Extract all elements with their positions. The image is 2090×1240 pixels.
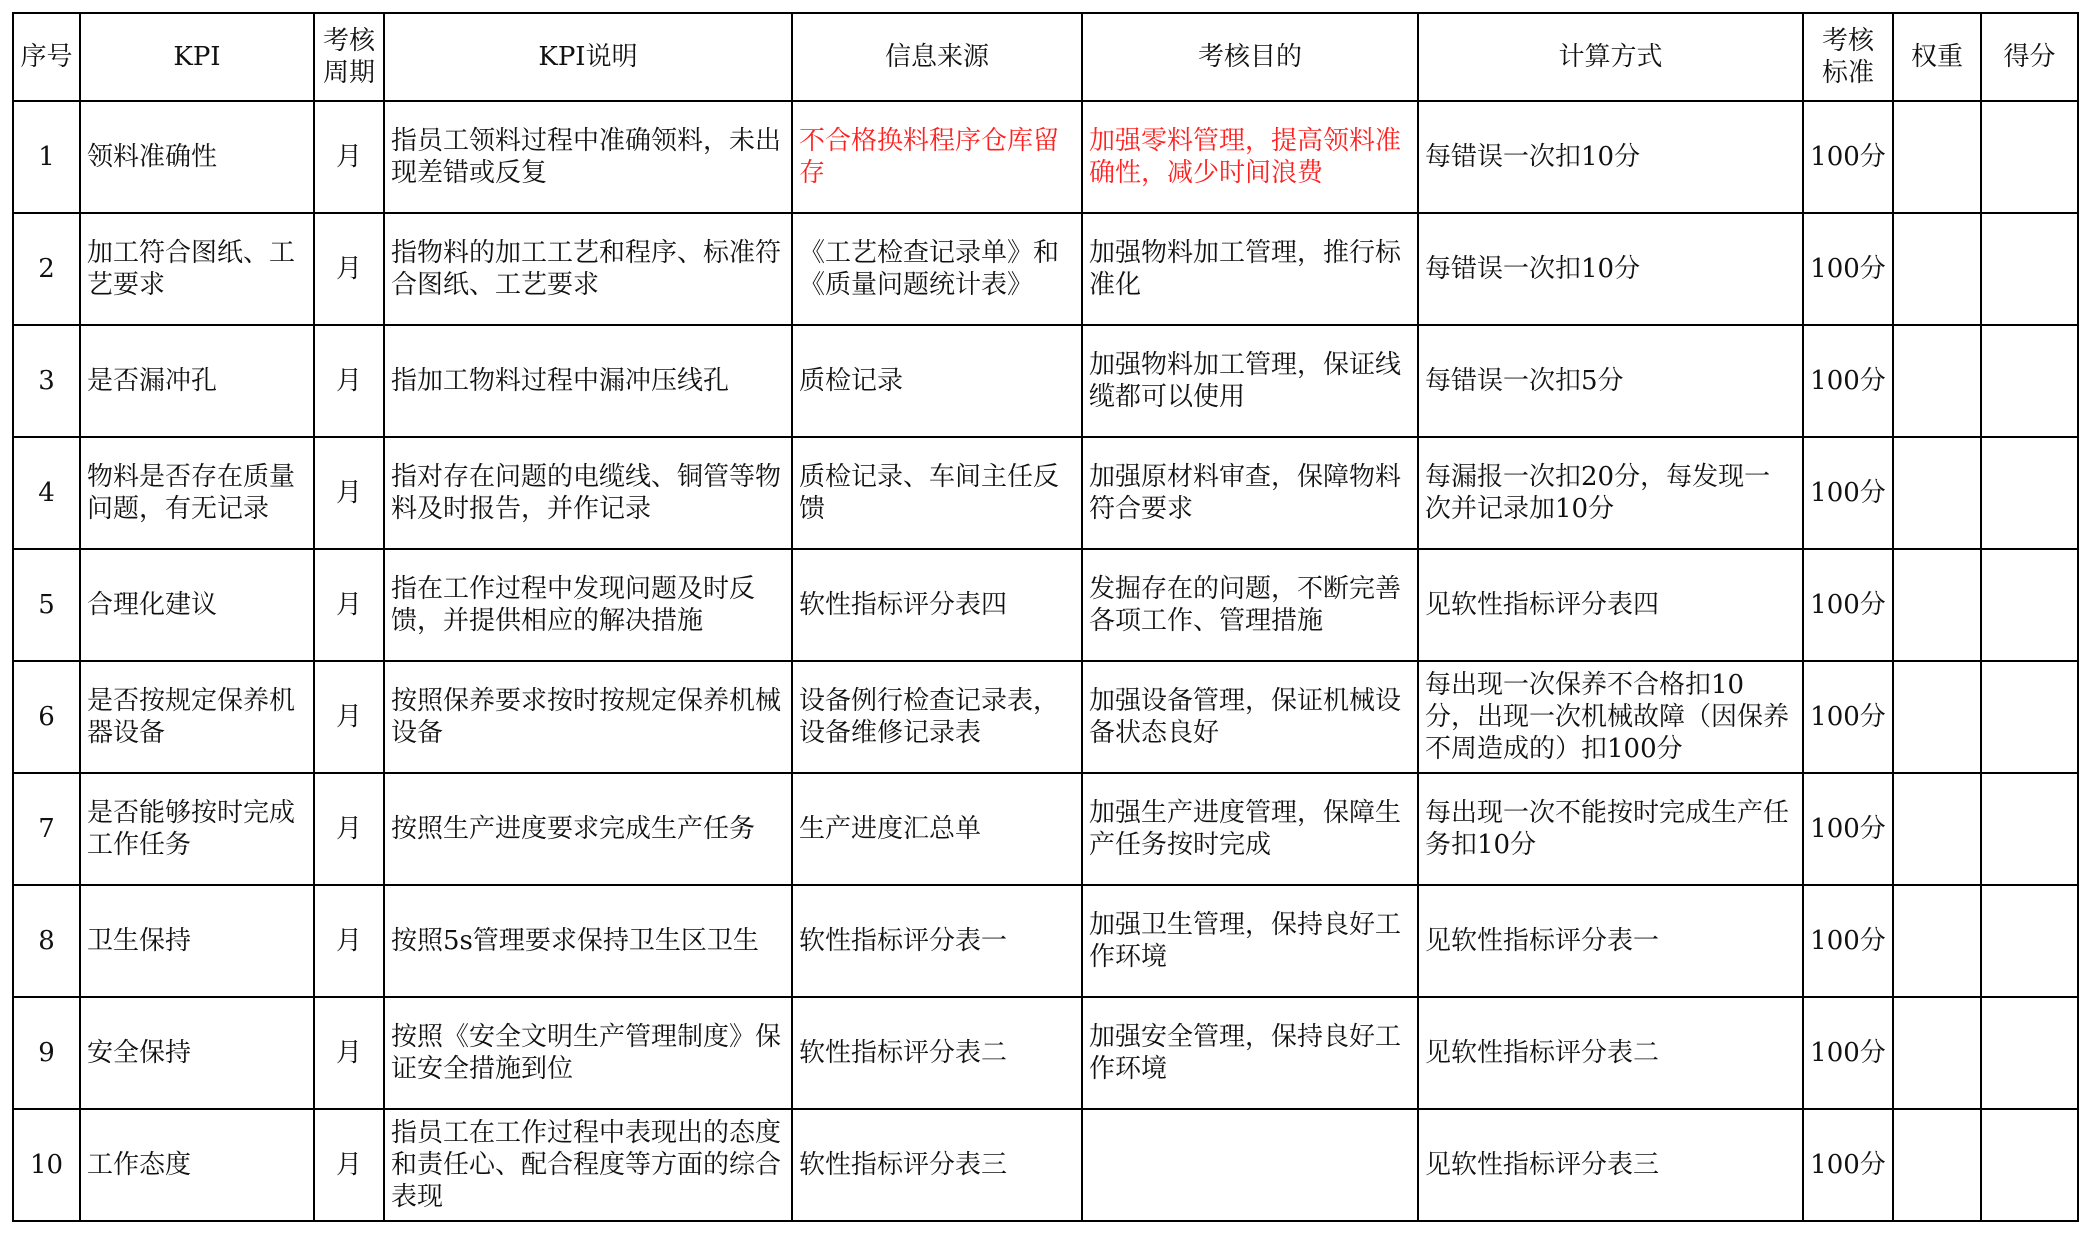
cell-standard: 100分 (1803, 1109, 1893, 1221)
cell-kpi: 工作态度 (80, 1109, 314, 1221)
cell-no: 6 (13, 661, 80, 773)
cell-score[interactable] (1981, 101, 2078, 213)
table-row (13, 661, 2078, 773)
cell-score[interactable] (1981, 1109, 2078, 1221)
cell-calc: 每出现一次不能按时完成生产任务扣10分 (1418, 773, 1803, 885)
cell-weight[interactable] (1893, 773, 1981, 885)
table-row (13, 549, 2078, 661)
table-row (13, 997, 2078, 1109)
cell-source: 质检记录 (792, 325, 1082, 437)
cell-calc: 每错误一次扣10分 (1418, 101, 1803, 213)
cell-source: 不合格换料程序仓库留存 (792, 101, 1082, 213)
header-weight: 权重 (1893, 13, 1981, 101)
cell-desc: 按照《安全文明生产管理制度》保证安全措施到位 (384, 997, 792, 1109)
cell-calc: 每出现一次保养不合格扣10分，出现一次机械故障（因保养不周造成的）扣100分 (1418, 661, 1803, 773)
cell-no: 1 (13, 101, 80, 213)
cell-purpose: 加强卫生管理，保持良好工作环境 (1082, 885, 1418, 997)
cell-weight[interactable] (1893, 997, 1981, 1109)
cell-desc: 指员工在工作过程中表现出的态度和责任心、配合程度等方面的综合表现 (384, 1109, 792, 1221)
cell-no: 5 (13, 549, 80, 661)
cell-purpose (1082, 1109, 1418, 1221)
table-row (13, 325, 2078, 437)
cell-weight[interactable] (1893, 437, 1981, 549)
cell-weight[interactable] (1893, 549, 1981, 661)
cell-purpose: 加强生产进度管理，保障生产任务按时完成 (1082, 773, 1418, 885)
cell-source: 设备例行检查记录表，设备维修记录表 (792, 661, 1082, 773)
cell-period: 月 (314, 773, 384, 885)
table-row (13, 437, 2078, 549)
cell-purpose: 加强设备管理，保证机械设备状态良好 (1082, 661, 1418, 773)
cell-kpi: 卫生保持 (80, 885, 314, 997)
header-desc: KPI说明 (384, 13, 792, 101)
cell-desc: 指在工作过程中发现问题及时反馈，并提供相应的解决措施 (384, 549, 792, 661)
cell-period: 月 (314, 437, 384, 549)
cell-score[interactable] (1981, 997, 2078, 1109)
header-kpi: KPI (80, 13, 314, 101)
cell-no: 7 (13, 773, 80, 885)
cell-no: 2 (13, 213, 80, 325)
cell-calc: 每错误一次扣10分 (1418, 213, 1803, 325)
header-score: 得分 (1981, 13, 2078, 101)
cell-score[interactable] (1981, 213, 2078, 325)
cell-weight[interactable] (1893, 325, 1981, 437)
cell-source: 软性指标评分表四 (792, 549, 1082, 661)
table-row (13, 1109, 2078, 1221)
cell-period: 月 (314, 885, 384, 997)
cell-standard: 100分 (1803, 549, 1893, 661)
cell-kpi: 合理化建议 (80, 549, 314, 661)
header-period: 考核周期 (314, 13, 384, 101)
cell-calc: 每漏报一次扣20分，每发现一次并记录加10分 (1418, 437, 1803, 549)
cell-desc: 指物料的加工工艺和程序、标准符合图纸、工艺要求 (384, 213, 792, 325)
cell-kpi: 领料准确性 (80, 101, 314, 213)
cell-standard: 100分 (1803, 213, 1893, 325)
table-row (13, 213, 2078, 325)
table-row (13, 885, 2078, 997)
header-row (13, 13, 2078, 101)
cell-purpose: 加强安全管理，保持良好工作环境 (1082, 997, 1418, 1109)
cell-standard: 100分 (1803, 661, 1893, 773)
cell-period: 月 (314, 661, 384, 773)
cell-purpose: 加强物料加工管理，推行标准化 (1082, 213, 1418, 325)
cell-purpose: 加强原材料审查，保障物料符合要求 (1082, 437, 1418, 549)
cell-period: 月 (314, 549, 384, 661)
cell-desc: 按照保养要求按时按规定保养机械设备 (384, 661, 792, 773)
cell-no: 3 (13, 325, 80, 437)
cell-calc: 每错误一次扣5分 (1418, 325, 1803, 437)
cell-source: 生产进度汇总单 (792, 773, 1082, 885)
cell-period: 月 (314, 325, 384, 437)
cell-calc: 见软性指标评分表四 (1418, 549, 1803, 661)
cell-standard: 100分 (1803, 885, 1893, 997)
header-no: 序号 (13, 13, 80, 101)
cell-score[interactable] (1981, 885, 2078, 997)
cell-calc: 见软性指标评分表二 (1418, 997, 1803, 1109)
cell-no: 4 (13, 437, 80, 549)
header-calc: 计算方式 (1418, 13, 1803, 101)
cell-score[interactable] (1981, 773, 2078, 885)
cell-purpose: 发掘存在的问题，不断完善各项工作、管理措施 (1082, 549, 1418, 661)
cell-standard: 100分 (1803, 773, 1893, 885)
cell-purpose: 加强物料加工管理，保证线缆都可以使用 (1082, 325, 1418, 437)
cell-source: 《工艺检查记录单》和《质量问题统计表》 (792, 213, 1082, 325)
cell-kpi: 加工符合图纸、工艺要求 (80, 213, 314, 325)
cell-weight[interactable] (1893, 661, 1981, 773)
cell-no: 9 (13, 997, 80, 1109)
header-source: 信息来源 (792, 13, 1082, 101)
cell-standard: 100分 (1803, 101, 1893, 213)
cell-score[interactable] (1981, 325, 2078, 437)
cell-source: 软性指标评分表三 (792, 1109, 1082, 1221)
table-row (13, 101, 2078, 213)
cell-standard: 100分 (1803, 437, 1893, 549)
cell-weight[interactable] (1893, 101, 1981, 213)
cell-weight[interactable] (1893, 885, 1981, 997)
cell-kpi: 安全保持 (80, 997, 314, 1109)
cell-desc: 按照生产进度要求完成生产任务 (384, 773, 792, 885)
cell-source: 软性指标评分表二 (792, 997, 1082, 1109)
cell-calc: 见软性指标评分表一 (1418, 885, 1803, 997)
header-purpose: 考核目的 (1082, 13, 1418, 101)
cell-no: 8 (13, 885, 80, 997)
cell-period: 月 (314, 101, 384, 213)
cell-no: 10 (13, 1109, 80, 1221)
cell-period: 月 (314, 213, 384, 325)
cell-kpi: 是否按规定保养机器设备 (80, 661, 314, 773)
kpi-table (12, 12, 2079, 1222)
header-standard: 考核标准 (1803, 13, 1893, 101)
cell-score[interactable] (1981, 549, 2078, 661)
table-row (13, 773, 2078, 885)
cell-purpose: 加强零料管理，提高领料准确性，减少时间浪费 (1082, 101, 1418, 213)
cell-score[interactable] (1981, 437, 2078, 549)
cell-desc: 按照5s管理要求保持卫生区卫生 (384, 885, 792, 997)
cell-desc: 指员工领料过程中准确领料，未出现差错或反复 (384, 101, 792, 213)
cell-weight[interactable] (1893, 1109, 1981, 1221)
cell-kpi: 物料是否存在质量问题，有无记录 (80, 437, 314, 549)
cell-period: 月 (314, 1109, 384, 1221)
cell-kpi: 是否漏冲孔 (80, 325, 314, 437)
cell-desc: 指加工物料过程中漏冲压线孔 (384, 325, 792, 437)
cell-source: 软性指标评分表一 (792, 885, 1082, 997)
cell-score[interactable] (1981, 661, 2078, 773)
cell-kpi: 是否能够按时完成工作任务 (80, 773, 314, 885)
cell-desc: 指对存在问题的电缆线、铜管等物料及时报告，并作记录 (384, 437, 792, 549)
cell-calc: 见软性指标评分表三 (1418, 1109, 1803, 1221)
cell-standard: 100分 (1803, 325, 1893, 437)
cell-weight[interactable] (1893, 213, 1981, 325)
cell-standard: 100分 (1803, 997, 1893, 1109)
cell-period: 月 (314, 997, 384, 1109)
cell-source: 质检记录、车间主任反馈 (792, 437, 1082, 549)
